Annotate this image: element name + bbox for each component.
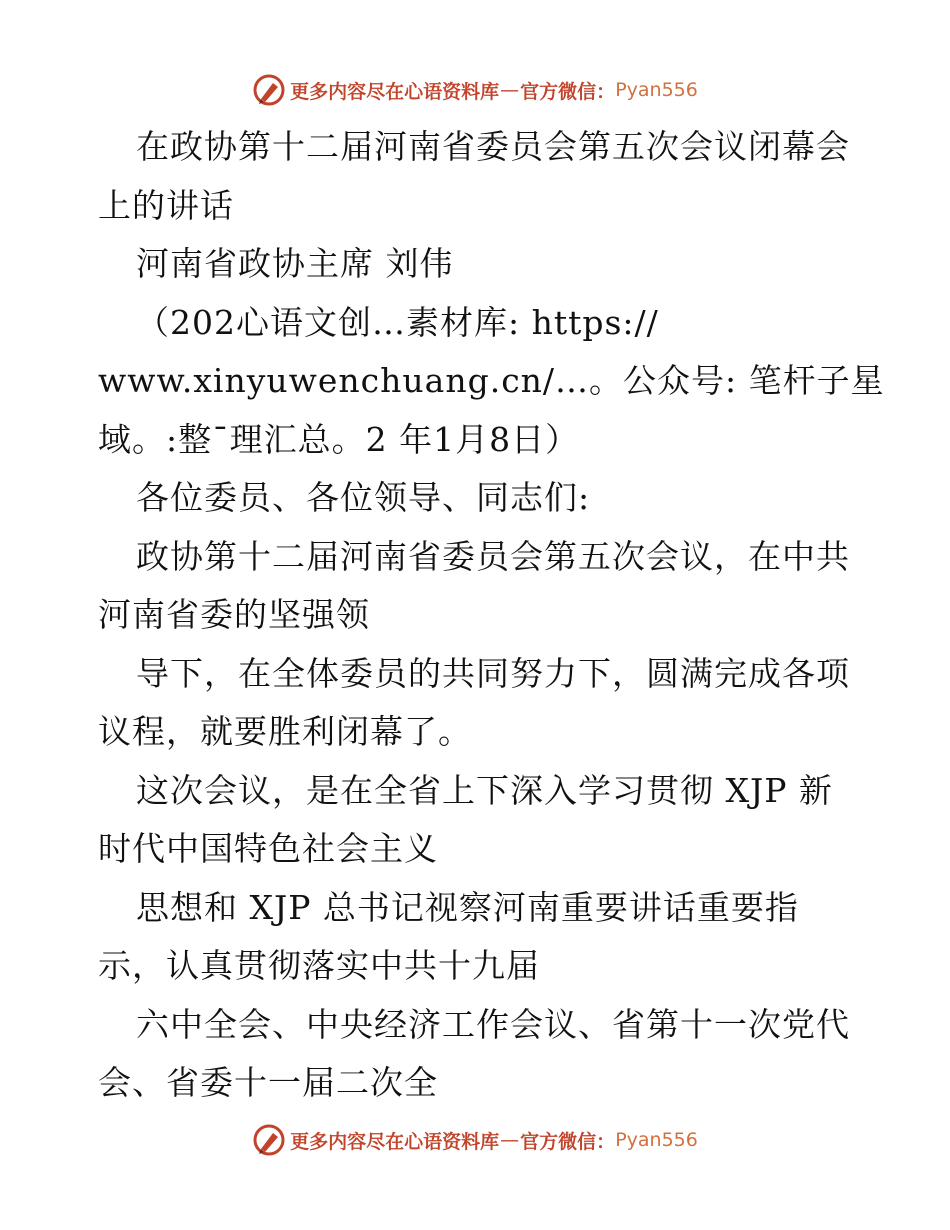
- text-line: 在政协第十二届河南省委员会第五次会议闭幕会: [136, 127, 850, 166]
- banner-text: 更多内容尽在心语资料库: [290, 80, 500, 103]
- text-line: 时代中国特色社会主义: [98, 829, 438, 868]
- header-banner: [0, 70, 950, 110]
- text-line: 这次会议，是在全省上下深入学习贯彻 XJP 新: [136, 770, 833, 810]
- text-line: 上的讲话: [98, 185, 234, 225]
- text-line: 河南省委的坚强领: [98, 595, 370, 634]
- banner-wechat-label: 官方微信：: [520, 80, 616, 103]
- text-line: 域。:整¯理汇总。2 年1月8日）: [98, 419, 580, 459]
- pen-logo-icon: [252, 73, 286, 107]
- text-line: www.xinyuwenchuang.cn/…。公众号: 笔杆子星: [98, 361, 885, 400]
- text-line: 思想和 XJP 总书记视察河南重要讲话重要指: [136, 887, 799, 927]
- banner-text: 更多内容尽在心语资料库: [290, 1130, 500, 1153]
- text-line: 导下，在全体委员的共同努力下，圆满完成各项: [136, 653, 850, 693]
- pen-logo-icon: [252, 1123, 286, 1157]
- text-line: 河南省政协主席 刘伟: [136, 244, 454, 283]
- text-line: 示，认真贯彻落实中共十九届: [98, 946, 540, 985]
- banner-wechat-id: Pyan556: [615, 79, 698, 101]
- text-line: （202心语文创…素材库: https://: [136, 302, 659, 342]
- banner-separator: —: [500, 79, 520, 101]
- text-line: 政协第十二届河南省委员会第五次会议，在中共: [136, 536, 850, 576]
- banner-wechat-label: 官方微信：: [520, 1130, 616, 1153]
- banner-wechat-id: Pyan556: [615, 1129, 698, 1151]
- text-line: 六中全会、中央经济工作会议、省第十一次党代: [136, 1004, 850, 1044]
- text-line: 议程，就要胜利闭幕了。: [98, 712, 472, 751]
- document-body: [98, 118, 885, 1113]
- banner-separator: —: [500, 1129, 520, 1151]
- text-line: 会、省委十一届二次全: [98, 1063, 438, 1102]
- text-line: 各位委员、各位领导、同志们:: [136, 478, 591, 517]
- footer-banner: [0, 1120, 950, 1160]
